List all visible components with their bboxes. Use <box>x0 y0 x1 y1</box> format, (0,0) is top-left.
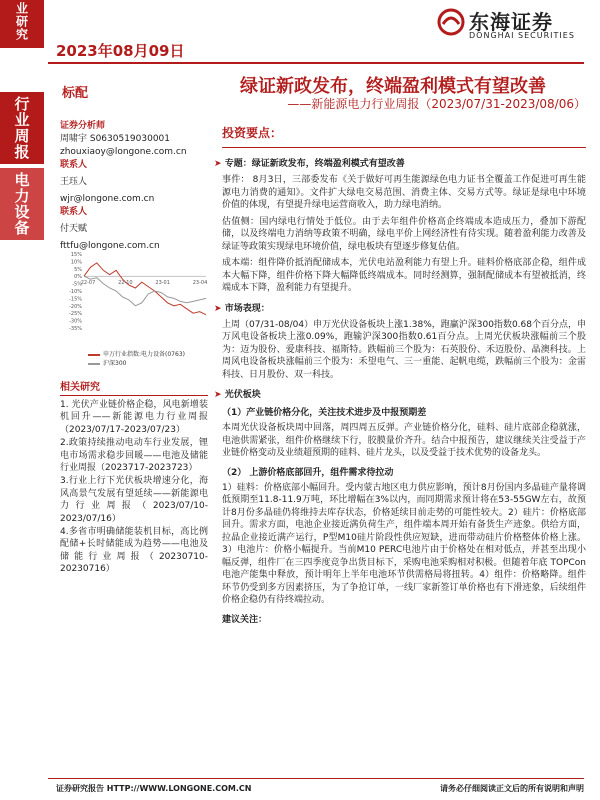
y-tick-label: -15% <box>69 296 82 303</box>
para-pv-summary: 本周光伏设备板块周中回落，周四周五反弹。产业链价格分化，硅料、硅片底部企稳就涨，电池供需紧张，组件价格继续下行，胶膜量价齐升。结合中报预告，建议继续关注受益于产业链价格变动及业绩超预期的硅料、硅片龙头，以及受益于技术优势的设备龙头。 <box>222 423 586 458</box>
related-item-2[interactable]: 2.政策持续推动电动车行业发展，锂电市场需求稳步回暖——电池及储能行业周报（2023717-2023723） <box>60 438 208 474</box>
contact-email-1: wjr@longone.com.cn <box>60 194 155 204</box>
analyst-email: zhouxiaoy@longone.com.cn <box>60 147 187 157</box>
para-event: 事件： 8月3日，三部委发布《关于做好可再生能源绿色电力证书全覆盖工作促进可再生能源电力消费的通知》。文件扩大绿电交易范围、消费主体、交易方式等。绿证是绿电中环境价值的体现，有望提升绿电运营商收入，助力绿电消纳。 <box>222 175 586 210</box>
related-item-3[interactable]: 3.行业上行下光伏板块增速分化，海风高景气发展有望延续——新能源电力行业周报（2023/07/10-2023/07/16） <box>60 476 208 524</box>
report-title: 绿证新政发布，终端盈利模式有望改善 <box>240 76 546 97</box>
performance-chart-svg <box>60 250 208 350</box>
report-date: 2023年08月09日 <box>56 42 185 60</box>
header-divider <box>48 62 584 64</box>
logo-mark-icon <box>437 8 465 36</box>
x-tick-label: 22-10 <box>118 280 133 287</box>
y-tick-label: -25% <box>69 311 82 318</box>
footer-right: 请务必仔细阅读正文后的所有说明和声明 <box>440 784 584 793</box>
related-research <box>60 378 208 577</box>
contact-email-2: fttfu@longone.com.cn <box>60 241 160 251</box>
chart-legend <box>88 350 185 368</box>
sidebar-sector-tag <box>0 168 44 240</box>
section-title: 投资要点： <box>222 126 283 140</box>
page-footer <box>48 778 584 793</box>
series-line-1 <box>84 263 206 315</box>
y-tick-label: 15% <box>70 252 82 258</box>
y-tick-label: 5% <box>74 266 82 273</box>
related-item-1[interactable]: 1. 光伏产业链价格企稳，风电新增装机回升——新能源电力行业周报（2023/07/17-2023/07/23） <box>60 400 208 435</box>
sidebar-industry-tag <box>0 92 44 164</box>
y-tick-label: 10% <box>70 259 82 266</box>
y-tick-label: -5% <box>72 281 82 288</box>
footer-left[interactable]: 证券研究报告 HTTP://WWW.LONGONE.COM.CN <box>56 784 252 793</box>
legend-label-2: 沪深300 <box>103 360 127 367</box>
logo-cn-text: 东海证券 <box>469 10 553 34</box>
contact-label-2: 联系人 <box>60 207 88 217</box>
bullet-topic: ➤ 专题：绿证新政发布，终端盈利模式有望改善 <box>214 156 586 169</box>
para-pv-detail: 1）硅料：价格底部小幅回升。受内蒙古地区电力供应影响，预计8月份国内多晶硅产量将调低预期至11.8-11.9万吨，环比增幅在3%以内，而同期需求预计将在53-55GW左右，故预计8月份多晶硅仍将维持去库存状态，价格延续目前走势的可能性较大。2）硅片：价格底部回升。需求方面，电池企业接近满负荷生产，组件端本周开始有备货生产迹象。供给方面，拉晶企业接近满产运行，P型M10硅片阶段性供应短缺，进而带动硅片价格整体价格上涨。3）电池片：价格小幅提升。当前M10 PERC电池片由于价格处在相对低点，并甚至出现小幅反弹，组件厂在三四季度竞争出货目标下，采购电池采购相对积极。但随着年底 TOPCon 电池产能集中释放，预计明年上半年电池环节供需格局将扭转。4）组件：价格略降。组件环节仍受到多方因素挤压，为了争抢订单，一线厂家新签订单价格也有下滑迹象，后续组件价格企稳仍有待终端拉动。 <box>222 482 586 605</box>
sidebar-top-tag <box>0 0 44 48</box>
y-tick-label: 0% <box>74 274 82 281</box>
legend-label-1: 申万行业指数:电力设备(0763) <box>103 351 185 358</box>
analyst-info <box>60 120 208 253</box>
x-tick-label: 23-01 <box>155 280 170 287</box>
y-tick-label: -20% <box>69 303 82 310</box>
legend-item-2 <box>88 359 185 368</box>
y-tick-label: -35% <box>69 326 82 332</box>
industry-rating: 标配 <box>62 86 89 101</box>
para-valuation: 估值侧：国内绿电行情处于低位。由于去年组件价格高企终端成本造成压力，叠加下游配储，以及终端电力消纳等政策不明确，绿电平价上网经济性有待实现。随着盈利能力改善及绿证等政策实现绿电环境价值，绿电板块有望逐步修复估值。 <box>222 216 586 252</box>
legend-item-1 <box>88 350 185 359</box>
y-tick-label: -30% <box>69 318 82 325</box>
x-tick-label: 22-07 <box>80 280 96 287</box>
section-divider <box>222 147 586 148</box>
report-subtitle: ——新能源电力行业周报（2023/07/31-2023/08/06） <box>287 97 586 111</box>
company-logo <box>437 4 582 48</box>
sidebar-sector-label: 电力设备 <box>12 172 31 236</box>
sidebar-industry-label: 行业周报 <box>12 96 31 160</box>
sub-heading-1: （1）产业链价格分化，关注技术进步及中报预期差 <box>222 408 427 418</box>
analyst-name: 周啸宇 S0630519030001 <box>60 134 171 144</box>
y-tick-label: -10% <box>69 289 82 295</box>
contact-name-2: 付天赋 <box>60 224 88 234</box>
logo-en-text: DONGHAI SECURITIES <box>469 31 575 40</box>
para-market: 上周（07/31-08/04）申万光伏设备板块上涨1.38%，跑赢沪深300指数0.68个百分点，申万风电设备板块上涨0.09%，跑输沪深300指数0.61百分点。上周光伏板块涨幅前三个股为：迈为股份、爱康科技、福斯特。跌幅前三个股为：石英股份、禾迈股份、晶澳科技。上周风电设备板块涨幅前三个股为：禾望电气、三一重能、起帆电缆，跌幅前三个股为：金雷科技、日月股份、双一科技。 <box>222 319 586 380</box>
related-item-4[interactable]: 4.多省市明确储能装机目标，高比例配储+长时储能成为趋势——电池及储能行业周报（20230710-20230716） <box>60 527 208 575</box>
main-content <box>222 124 586 629</box>
related-heading: 相关研究 <box>60 378 208 396</box>
sub-heading-2: （2） 上游价格底部回升，组件需求待拉动 <box>222 467 394 478</box>
analyst-label: 证券分析师 <box>60 121 106 131</box>
sub-heading-3: 建议关注： <box>222 614 268 625</box>
x-tick-label: 23-04 <box>192 280 208 287</box>
series-line-2 <box>84 276 206 306</box>
contact-label-1: 联系人 <box>60 160 88 170</box>
bullet-market: ➤ 市场表现： <box>214 301 586 314</box>
para-cost: 成本端：组件降价抵消配储成本，光伏电站盈利能力有望上升。硅料价格底部企稳，组件成本大幅下降，组件价格下降大幅降低终端成本。同时经测算，强制配储成本有望被抵消，终端成本下降，盈利能力有望提升。 <box>222 258 586 293</box>
sidebar-top-label: 业研究 <box>14 2 29 41</box>
contact-name-1: 王珏人 <box>60 177 88 187</box>
bullet-pv: ➤ 光伏板块 <box>214 387 586 400</box>
